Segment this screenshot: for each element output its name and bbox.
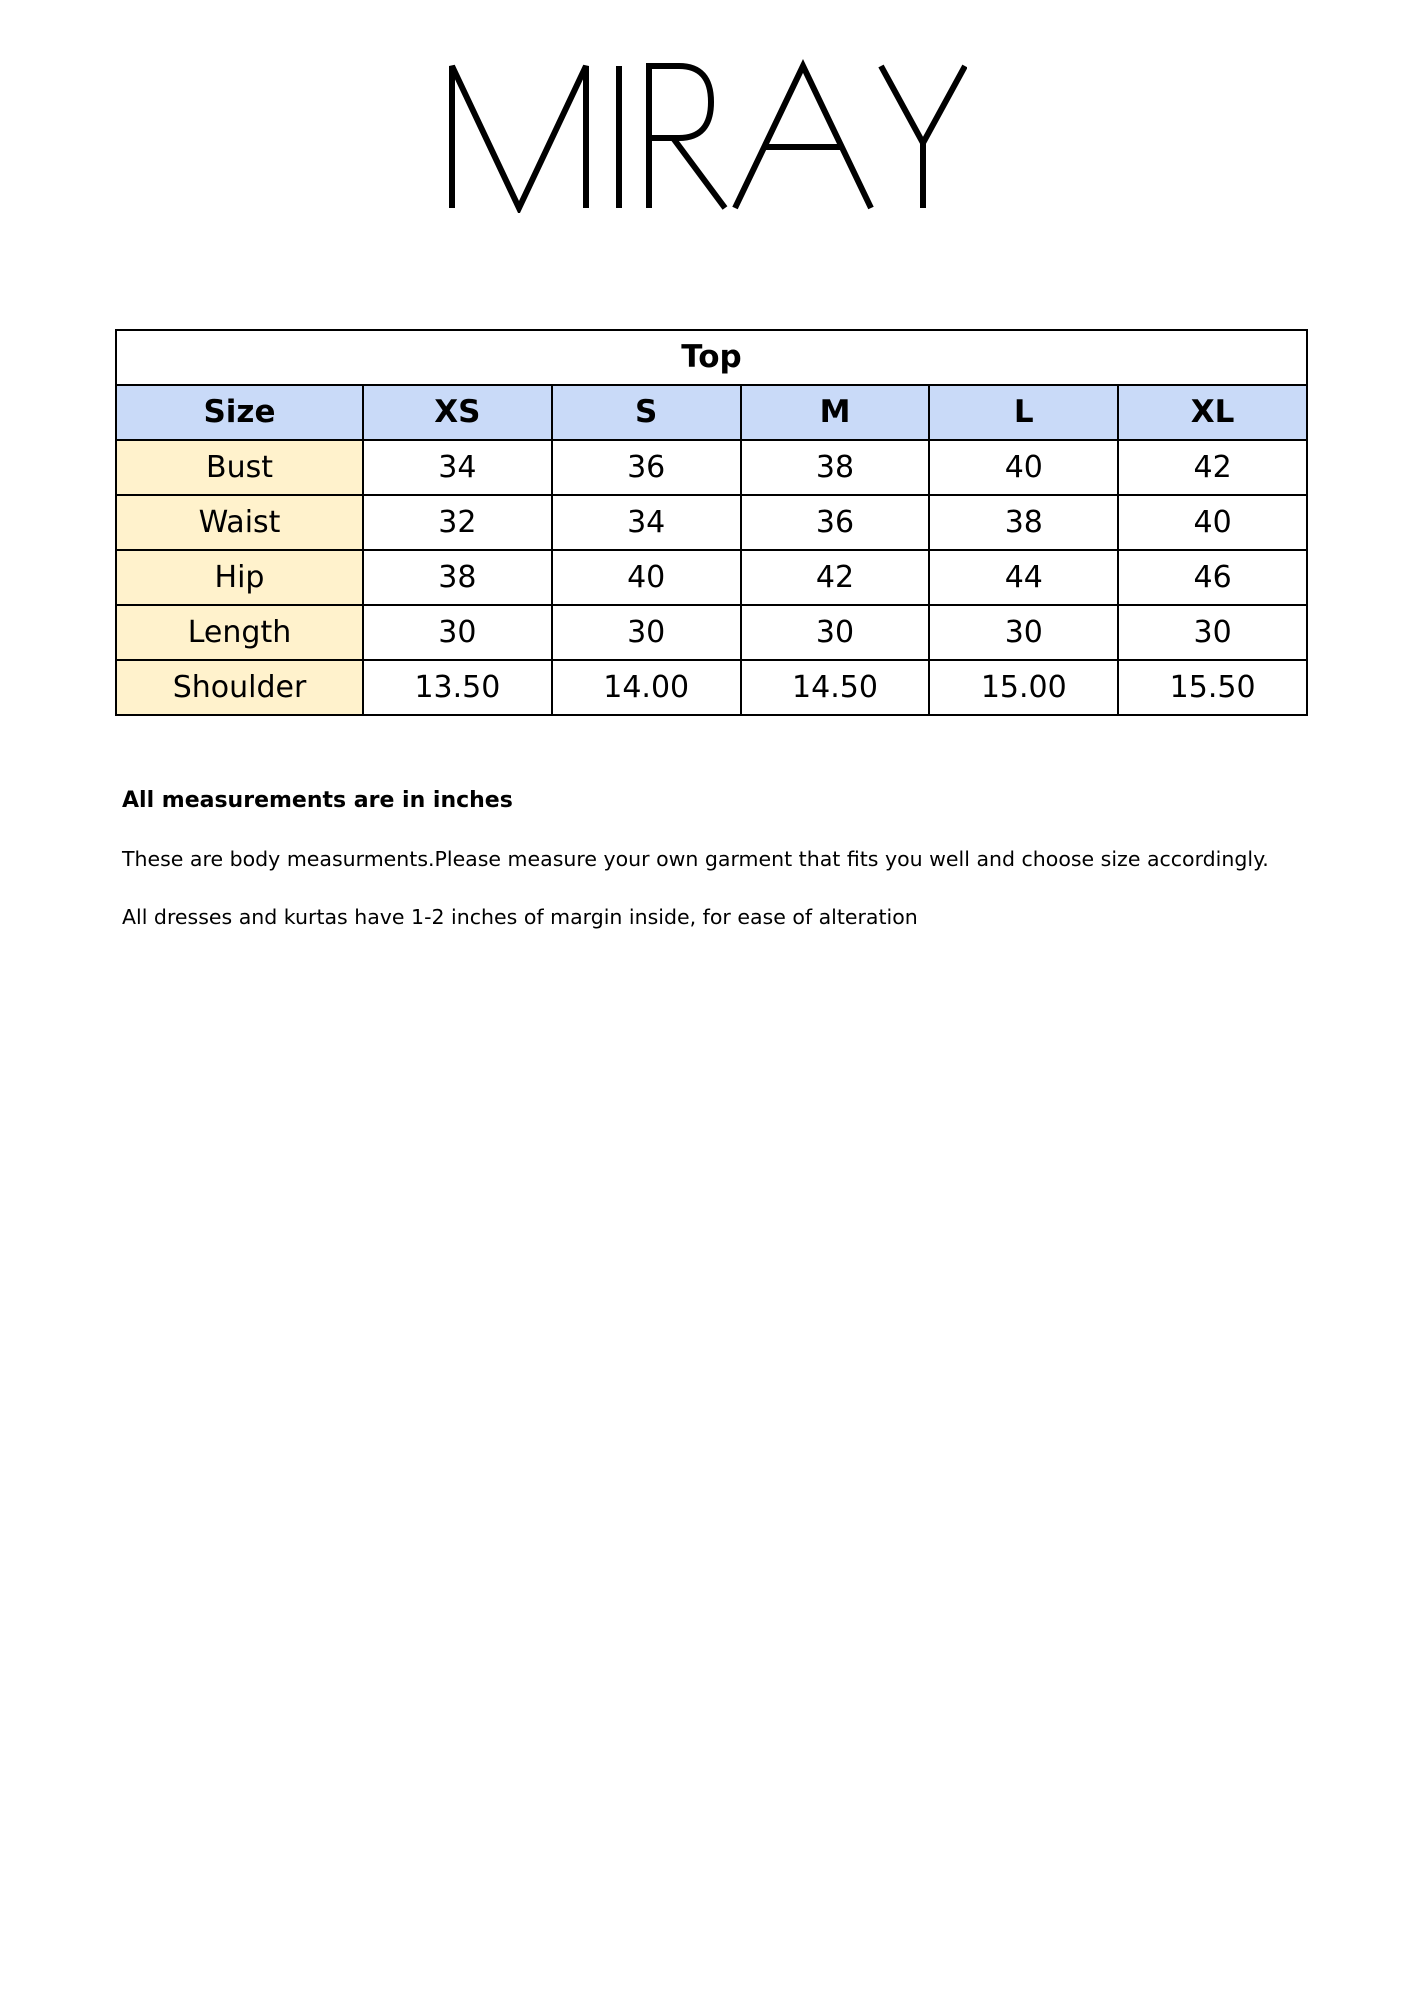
waist-m: 36 bbox=[741, 495, 930, 550]
brand-logo bbox=[0, 58, 1414, 213]
units-note: All measurements are in inches bbox=[122, 788, 513, 813]
table-title-row bbox=[116, 330, 1307, 385]
waist-xs: 32 bbox=[363, 495, 552, 550]
waist-s: 34 bbox=[552, 495, 741, 550]
waist-l: 38 bbox=[929, 495, 1118, 550]
size-header-m: M bbox=[741, 385, 930, 440]
row-label-hip: Hip bbox=[116, 550, 363, 605]
table-row-hip bbox=[116, 550, 1307, 605]
notes-section bbox=[122, 786, 1342, 932]
row-label-shoulder: Shoulder bbox=[116, 660, 363, 715]
margin-note: All dresses and kurtas have 1-2 inches of margin inside, for ease of alteration bbox=[122, 905, 918, 929]
shoulder-m: 14.50 bbox=[741, 660, 930, 715]
hip-xl: 46 bbox=[1118, 550, 1307, 605]
bust-s: 36 bbox=[552, 440, 741, 495]
shoulder-xl: 15.50 bbox=[1118, 660, 1307, 715]
body-measurements-note: These are body measurments.Please measure your own garment that fits you well and choose size accordingly. bbox=[122, 847, 1269, 871]
size-header-xs: XS bbox=[363, 385, 552, 440]
length-l: 30 bbox=[929, 605, 1118, 660]
size-header-label: Size bbox=[116, 385, 363, 440]
size-header-l: L bbox=[929, 385, 1118, 440]
size-header-s: S bbox=[552, 385, 741, 440]
shoulder-xs: 13.50 bbox=[363, 660, 552, 715]
hip-m: 42 bbox=[741, 550, 930, 605]
table-row-length bbox=[116, 605, 1307, 660]
hip-l: 44 bbox=[929, 550, 1118, 605]
table-title: Top bbox=[116, 330, 1307, 385]
shoulder-l: 15.00 bbox=[929, 660, 1118, 715]
hip-xs: 38 bbox=[363, 550, 552, 605]
length-s: 30 bbox=[552, 605, 741, 660]
bust-m: 38 bbox=[741, 440, 930, 495]
table-row-waist bbox=[116, 495, 1307, 550]
shoulder-s: 14.00 bbox=[552, 660, 741, 715]
length-xs: 30 bbox=[363, 605, 552, 660]
hip-s: 40 bbox=[552, 550, 741, 605]
bust-xl: 42 bbox=[1118, 440, 1307, 495]
table-header-row bbox=[116, 385, 1307, 440]
size-header-xl: XL bbox=[1118, 385, 1307, 440]
row-label-length: Length bbox=[116, 605, 363, 660]
length-m: 30 bbox=[741, 605, 930, 660]
bust-l: 40 bbox=[929, 440, 1118, 495]
size-chart-table bbox=[115, 329, 1308, 716]
length-xl: 30 bbox=[1118, 605, 1307, 660]
waist-xl: 40 bbox=[1118, 495, 1307, 550]
table-row-bust bbox=[116, 440, 1307, 495]
table-row-shoulder bbox=[116, 660, 1307, 715]
bust-xs: 34 bbox=[363, 440, 552, 495]
row-label-bust: Bust bbox=[116, 440, 363, 495]
miray-wordmark bbox=[447, 58, 967, 213]
row-label-waist: Waist bbox=[116, 495, 363, 550]
